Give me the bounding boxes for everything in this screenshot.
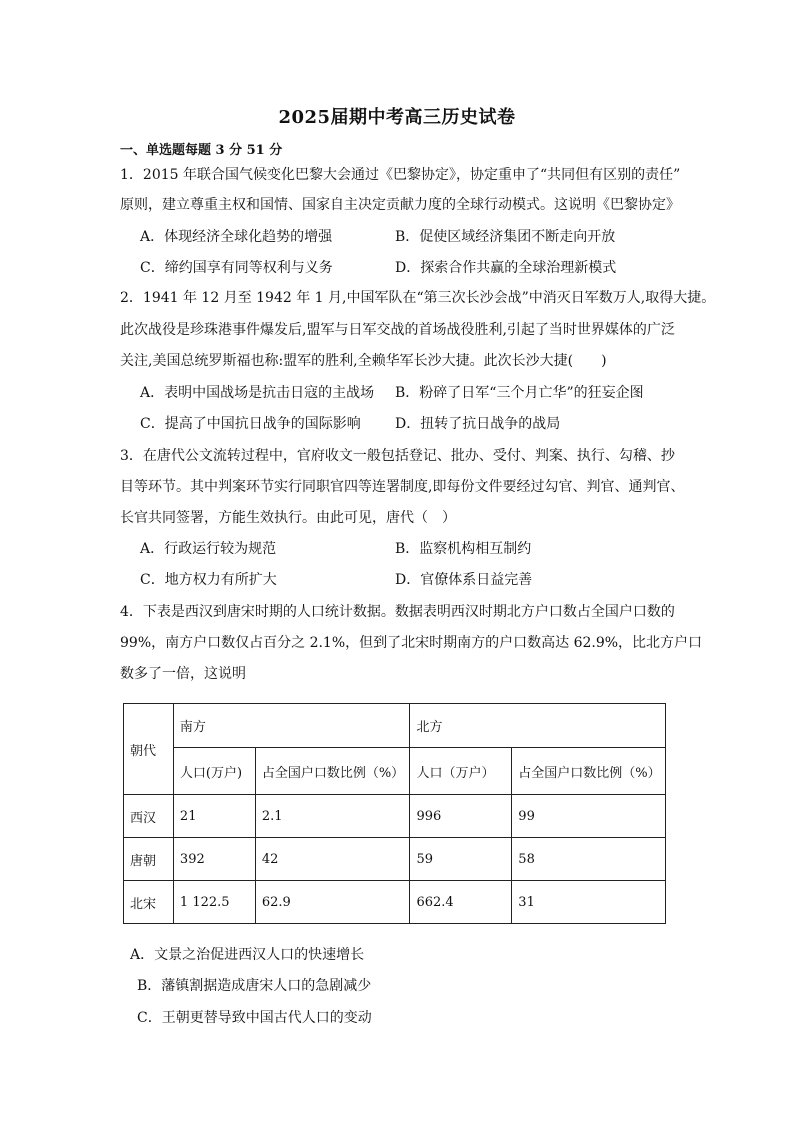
table-cell: 1 122.5: [173, 881, 255, 924]
q4-line-1: 4．下表是西汉到唐宋时期的人口统计数据。数据表明西汉时期北方户口数占全国户口数的: [120, 604, 675, 620]
population-table: [123, 703, 666, 924]
q3-option-b: B．监察机构相互制约: [395, 541, 532, 557]
table-cell: 31: [512, 881, 666, 924]
q3-line-2: 目等环节。其中判案环节实行同职官四等连署制度,即每份文件要经过勾官、判官、通判官、: [120, 479, 685, 495]
q3-option-c: C．地方权力有所扩大: [140, 572, 277, 588]
section-heading: 一、单选题每题 3 分 51 分: [120, 143, 283, 158]
table-cell: 42: [255, 838, 410, 881]
q1-option-a: A．体现经济全球化趋势的增强: [140, 229, 333, 245]
table-cell: 662.4: [410, 881, 512, 924]
q1-line-2: 原则，建立尊重主权和国情、国家自主决定贡献力度的全球行动模式。这说明《巴黎协定》: [120, 197, 680, 213]
q2-option-c: C．提高了中国抗日战争的国际影响: [140, 416, 361, 432]
table-cell: 99: [512, 795, 666, 838]
q3-line-3: 长官共同签署，方能生效执行。由此可见，唐代（ ）: [120, 510, 456, 526]
q3-line-1: 3．在唐代公文流转过程中，官府收文一般包括登记、批办、受付、判案、执行、勾稽、抄: [120, 448, 675, 464]
table-row: [124, 881, 666, 924]
q4-option-c: C．王朝更替导致中国古代人口的变动: [137, 1010, 372, 1026]
q3-option-a: A．行政运行较为规范: [140, 541, 277, 557]
q4-line-2: 99%，南方户口数仅占百分之 2.1%，但到了北宋时期南方的户口数高达 62.9%，比北方户口: [120, 635, 703, 651]
table-cell: 58: [512, 838, 666, 881]
q2-line-3: 关注,美国总统罗斯福也称:盟军的胜利,全赖华军长沙大捷。此次长沙大捷( ): [120, 353, 607, 369]
table-row: [124, 795, 666, 838]
q2-option-a: A．表明中国战场是抗击日寇的主战场: [140, 385, 375, 401]
table-subheader-cell: 占全国户口数比例（%）: [255, 748, 410, 795]
q1-option-d: D．探索合作共赢的全球治理新模式: [395, 260, 617, 276]
q4-line-3: 数多了一倍，这说明: [120, 666, 246, 682]
table-subheader-cell: 人口(万户): [173, 748, 255, 795]
table-cell: 392: [173, 838, 255, 881]
q2-line-1: 2．1941 年 12 月至 1942 年 1 月,中国军队在“第三次长沙会战”中消灭日军数万人,取得大捷。: [120, 290, 716, 306]
q2-option-d: D．扭转了抗日战争的战局: [395, 416, 561, 432]
q2-line-2: 此次战役是珍珠港事件爆发后,盟军与日军交战的首场战役胜利,引起了当时世界媒体的广泛: [120, 322, 675, 338]
table-header-north: 北方: [410, 704, 666, 748]
table-cell: 2.1: [255, 795, 410, 838]
table-subheader-cell: 人口（万户）: [410, 748, 512, 795]
q1-line-1: 1．2015 年联合国气候变化巴黎大会通过《巴黎协定》，协定重申了“共同但有区别的责任”: [120, 167, 681, 183]
table-row: [124, 838, 666, 881]
page-title: 2025届期中考高三历史试卷: [278, 107, 516, 128]
table-header-south: 南方: [173, 704, 410, 748]
table-cell: 西汉: [124, 795, 174, 838]
table-cell: 21: [173, 795, 255, 838]
table-header-row: [124, 704, 666, 748]
table-subheader-cell: 占全国户口数比例（%）: [512, 748, 666, 795]
table-cell: 59: [410, 838, 512, 881]
q1-option-b: B．促使区域经济集团不断走向开放: [395, 229, 616, 245]
table-subheader-row: [124, 748, 666, 795]
q1-option-c: C．缔约国享有同等权利与义务: [140, 260, 333, 276]
table-cell: 北宋: [124, 881, 174, 924]
q3-option-d: D．官僚体系日益完善: [395, 572, 533, 588]
table-cell: 唐朝: [124, 838, 174, 881]
table-header-dynasty: 朝代: [124, 704, 174, 795]
table-cell: 996: [410, 795, 512, 838]
q4-option-b: B．藩镇割据造成唐宋人口的急剧减少: [137, 978, 372, 994]
table-cell: 62.9: [255, 881, 410, 924]
q2-option-b: B．粉碎了日军“三个月亡华”的狂妄企图: [395, 385, 644, 401]
q4-option-a: A．文景之治促进西汉人口的快速增长: [130, 947, 365, 963]
